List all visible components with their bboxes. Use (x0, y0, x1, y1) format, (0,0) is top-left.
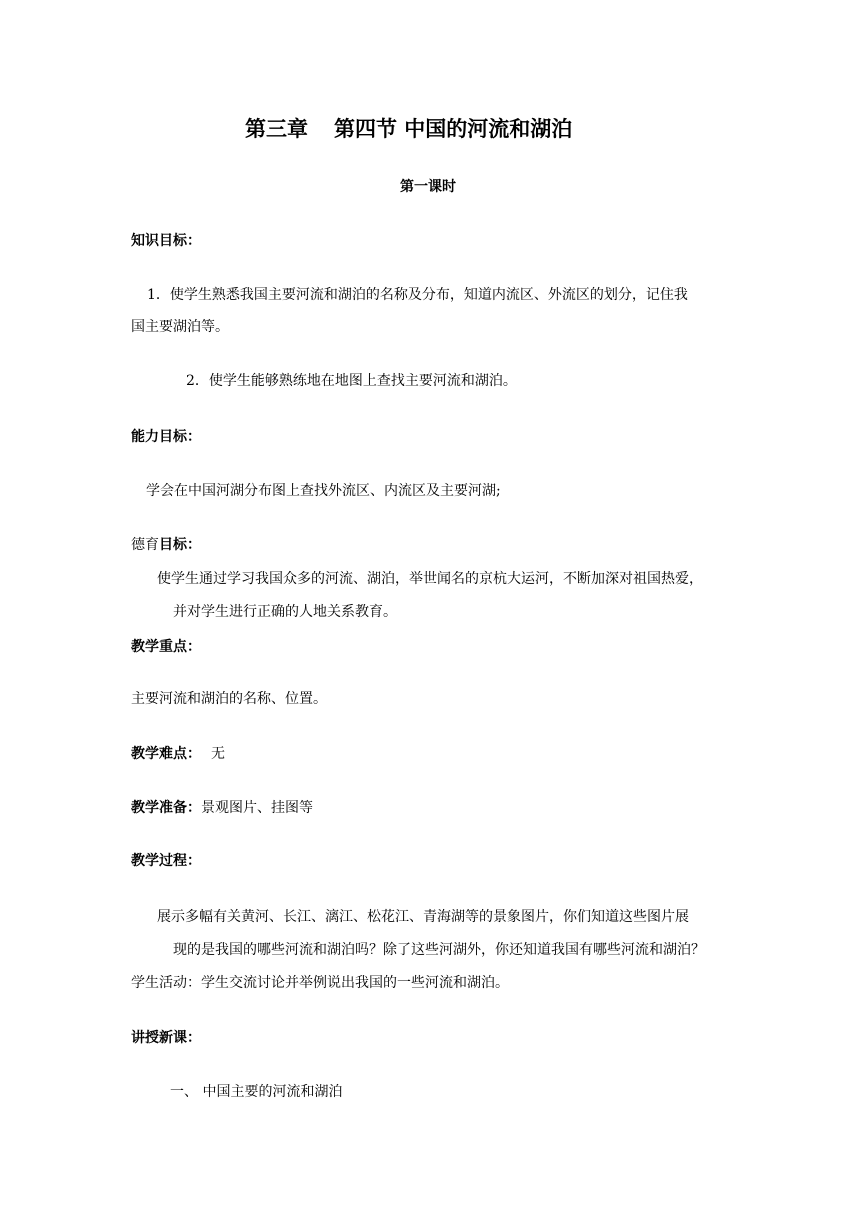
knowledge-item-2: 2．使学生能够熟练地在地图上查找主要河流和湖泊。 (186, 373, 517, 389)
process-line-1: 展示多幅有关黄河、长江、漓江、松花江、青海湖等的景象图片，你们知道这些图片展 (157, 909, 689, 925)
process-line-2: 现的是我国的哪些河流和湖泊吗？除了这些河湖外，你还知道我国有哪些河流和湖泊？ (173, 942, 705, 958)
page-title (245, 116, 572, 142)
focus-heading: 教学重点： (131, 639, 201, 655)
preparation-line (131, 799, 313, 817)
difficulty-text: 无 (211, 746, 225, 762)
difficulty-line (131, 745, 225, 763)
moral-heading-plain: 德育 (131, 537, 159, 553)
new-lesson-heading: 讲授新课： (131, 1030, 201, 1046)
process-heading: 教学过程： (131, 853, 201, 869)
process-line-3: 学生活动：学生交流讨论并举例说出我国的一些河流和湖泊。 (131, 975, 509, 991)
preparation-text: 景观图片、挂图等 (201, 800, 313, 816)
moral-line-2: 并对学生进行正确的人地关系教育。 (173, 604, 397, 620)
focus-text: 主要河流和湖泊的名称、位置。 (131, 691, 327, 707)
knowledge-item-1-line-1: 1．使学生熟悉我国主要河流和湖泊的名称及分布，知道内流区、外流区的划分，记住我 (147, 287, 688, 303)
difficulty-heading: 教学难点： (131, 746, 201, 762)
new-lesson-item-1: 一、 中国主要的河流和湖泊 (170, 1084, 343, 1100)
chapter-label: 第三章 (245, 117, 308, 141)
preparation-heading: 教学准备： (131, 800, 201, 816)
knowledge-heading: 知识目标： (131, 233, 201, 249)
moral-heading-bold: 目标： (159, 537, 201, 553)
moral-line-1: 使学生通过学习我国众多的河流、湖泊，举世闻名的京杭大运河，不断加深对祖国热爱， (157, 571, 703, 587)
ability-heading: 能力目标： (131, 429, 201, 445)
ability-text: 学会在中国河湖分布图上查找外流区、内流区及主要河湖; (146, 483, 501, 499)
moral-heading (131, 536, 201, 554)
section-label: 第四节 中国的河流和湖泊 (334, 117, 573, 141)
lesson-subtitle: 第一课时 (400, 179, 456, 195)
knowledge-item-1-line-2: 国主要湖泊等。 (131, 319, 229, 335)
